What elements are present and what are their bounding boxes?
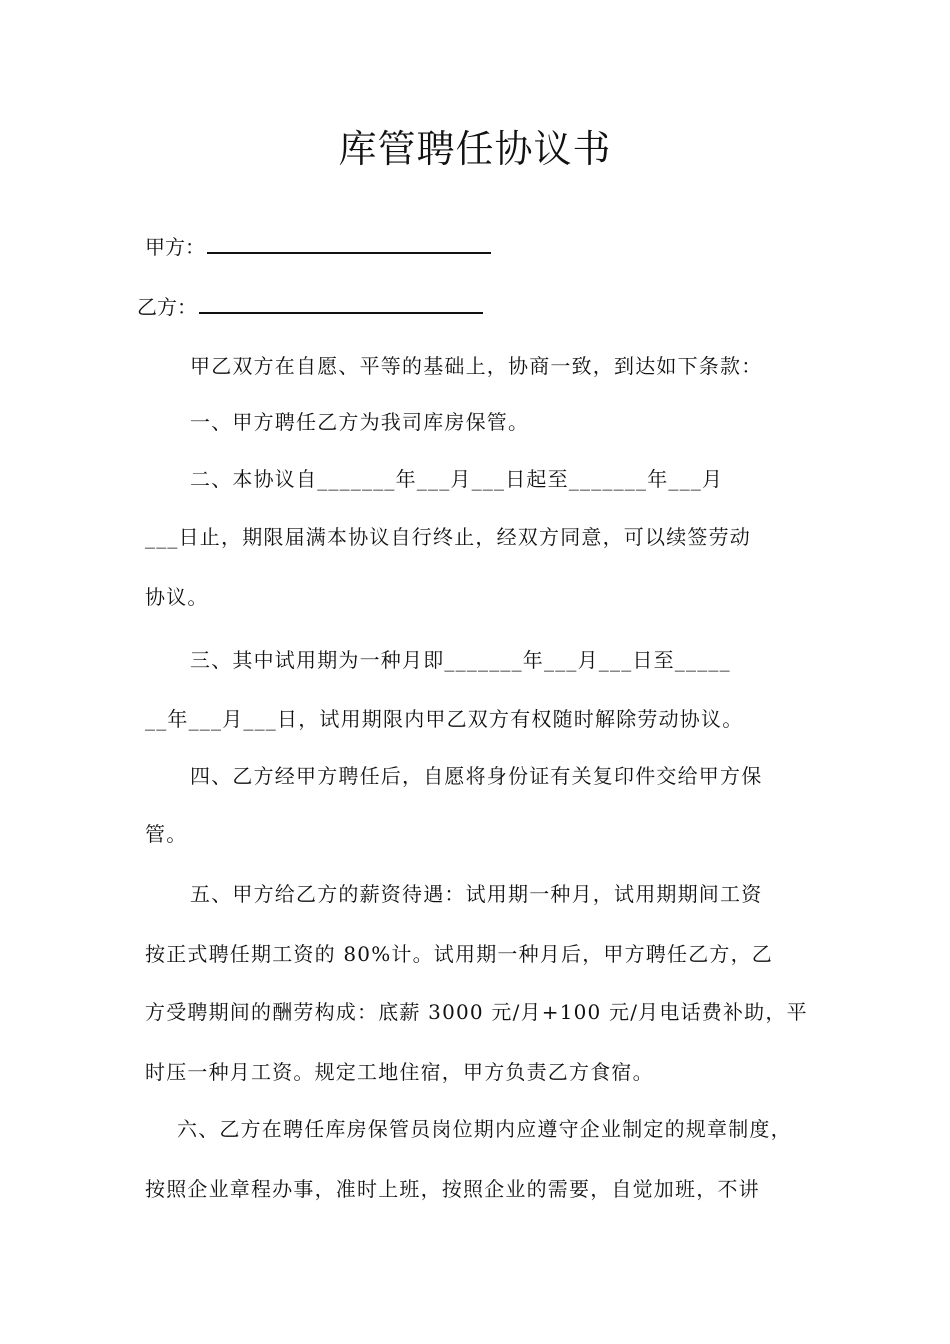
document-title: 库管聘任协议书 (338, 127, 612, 171)
clause-5-line-4: 时压一种月工资。规定工地住宿，甲方负责乙方食宿。 (145, 1060, 654, 1084)
party-a-blank (207, 232, 491, 254)
party-b-blank (199, 292, 483, 314)
party-b-label: 乙方： (137, 295, 197, 319)
party-a-row (145, 232, 491, 261)
clause-4-line-1: 四、乙方经甲方聘任后，自愿将身份证有关复印件交给甲方保 (190, 764, 763, 788)
clause-2-line-2: ___日止，期限届满本协议自行终止，经双方同意，可以续签劳动 (145, 525, 751, 549)
intro-line: 甲乙双方在自愿、平等的基础上，协商一致，到达如下条款： (190, 354, 763, 378)
clause-3-line-1: 三、其中试用期为一种月即_______年___月___日至_____ (190, 648, 731, 672)
clause-3-line-2: __年___月___日，试用期限内甲乙双方有权随时解除劳动协议。 (145, 707, 744, 731)
clause-2-line-3: 协议。 (145, 585, 209, 609)
party-b-row (137, 292, 483, 321)
clause-5-line-1: 五、甲方给乙方的薪资待遇：试用期一种月，试用期期间工资 (190, 882, 763, 906)
clause-5-line-3: 方受聘期间的酬劳构成：底薪 3000 元/月+100 元/月电话费补助，平 (145, 1000, 808, 1024)
clause-6-line-1: 六、乙方在聘任库房保管员岗位期内应遵守企业制定的规章制度， (177, 1117, 792, 1141)
clause-5-line-2: 按正式聘任期工资的 80%计。试用期一种月后，甲方聘任乙方，乙 (145, 942, 774, 966)
clause-4-line-2: 管。 (145, 822, 188, 846)
party-a-label: 甲方： (145, 235, 205, 259)
clause-6-line-2: 按照企业章程办事，准时上班，按照企业的需要，自觉加班，不讲 (145, 1177, 760, 1201)
clause-1: 一、甲方聘任乙方为我司库房保管。 (190, 410, 530, 434)
clause-2-line-1: 二、本协议自_______年___月___日起至_______年___月 (190, 467, 724, 491)
